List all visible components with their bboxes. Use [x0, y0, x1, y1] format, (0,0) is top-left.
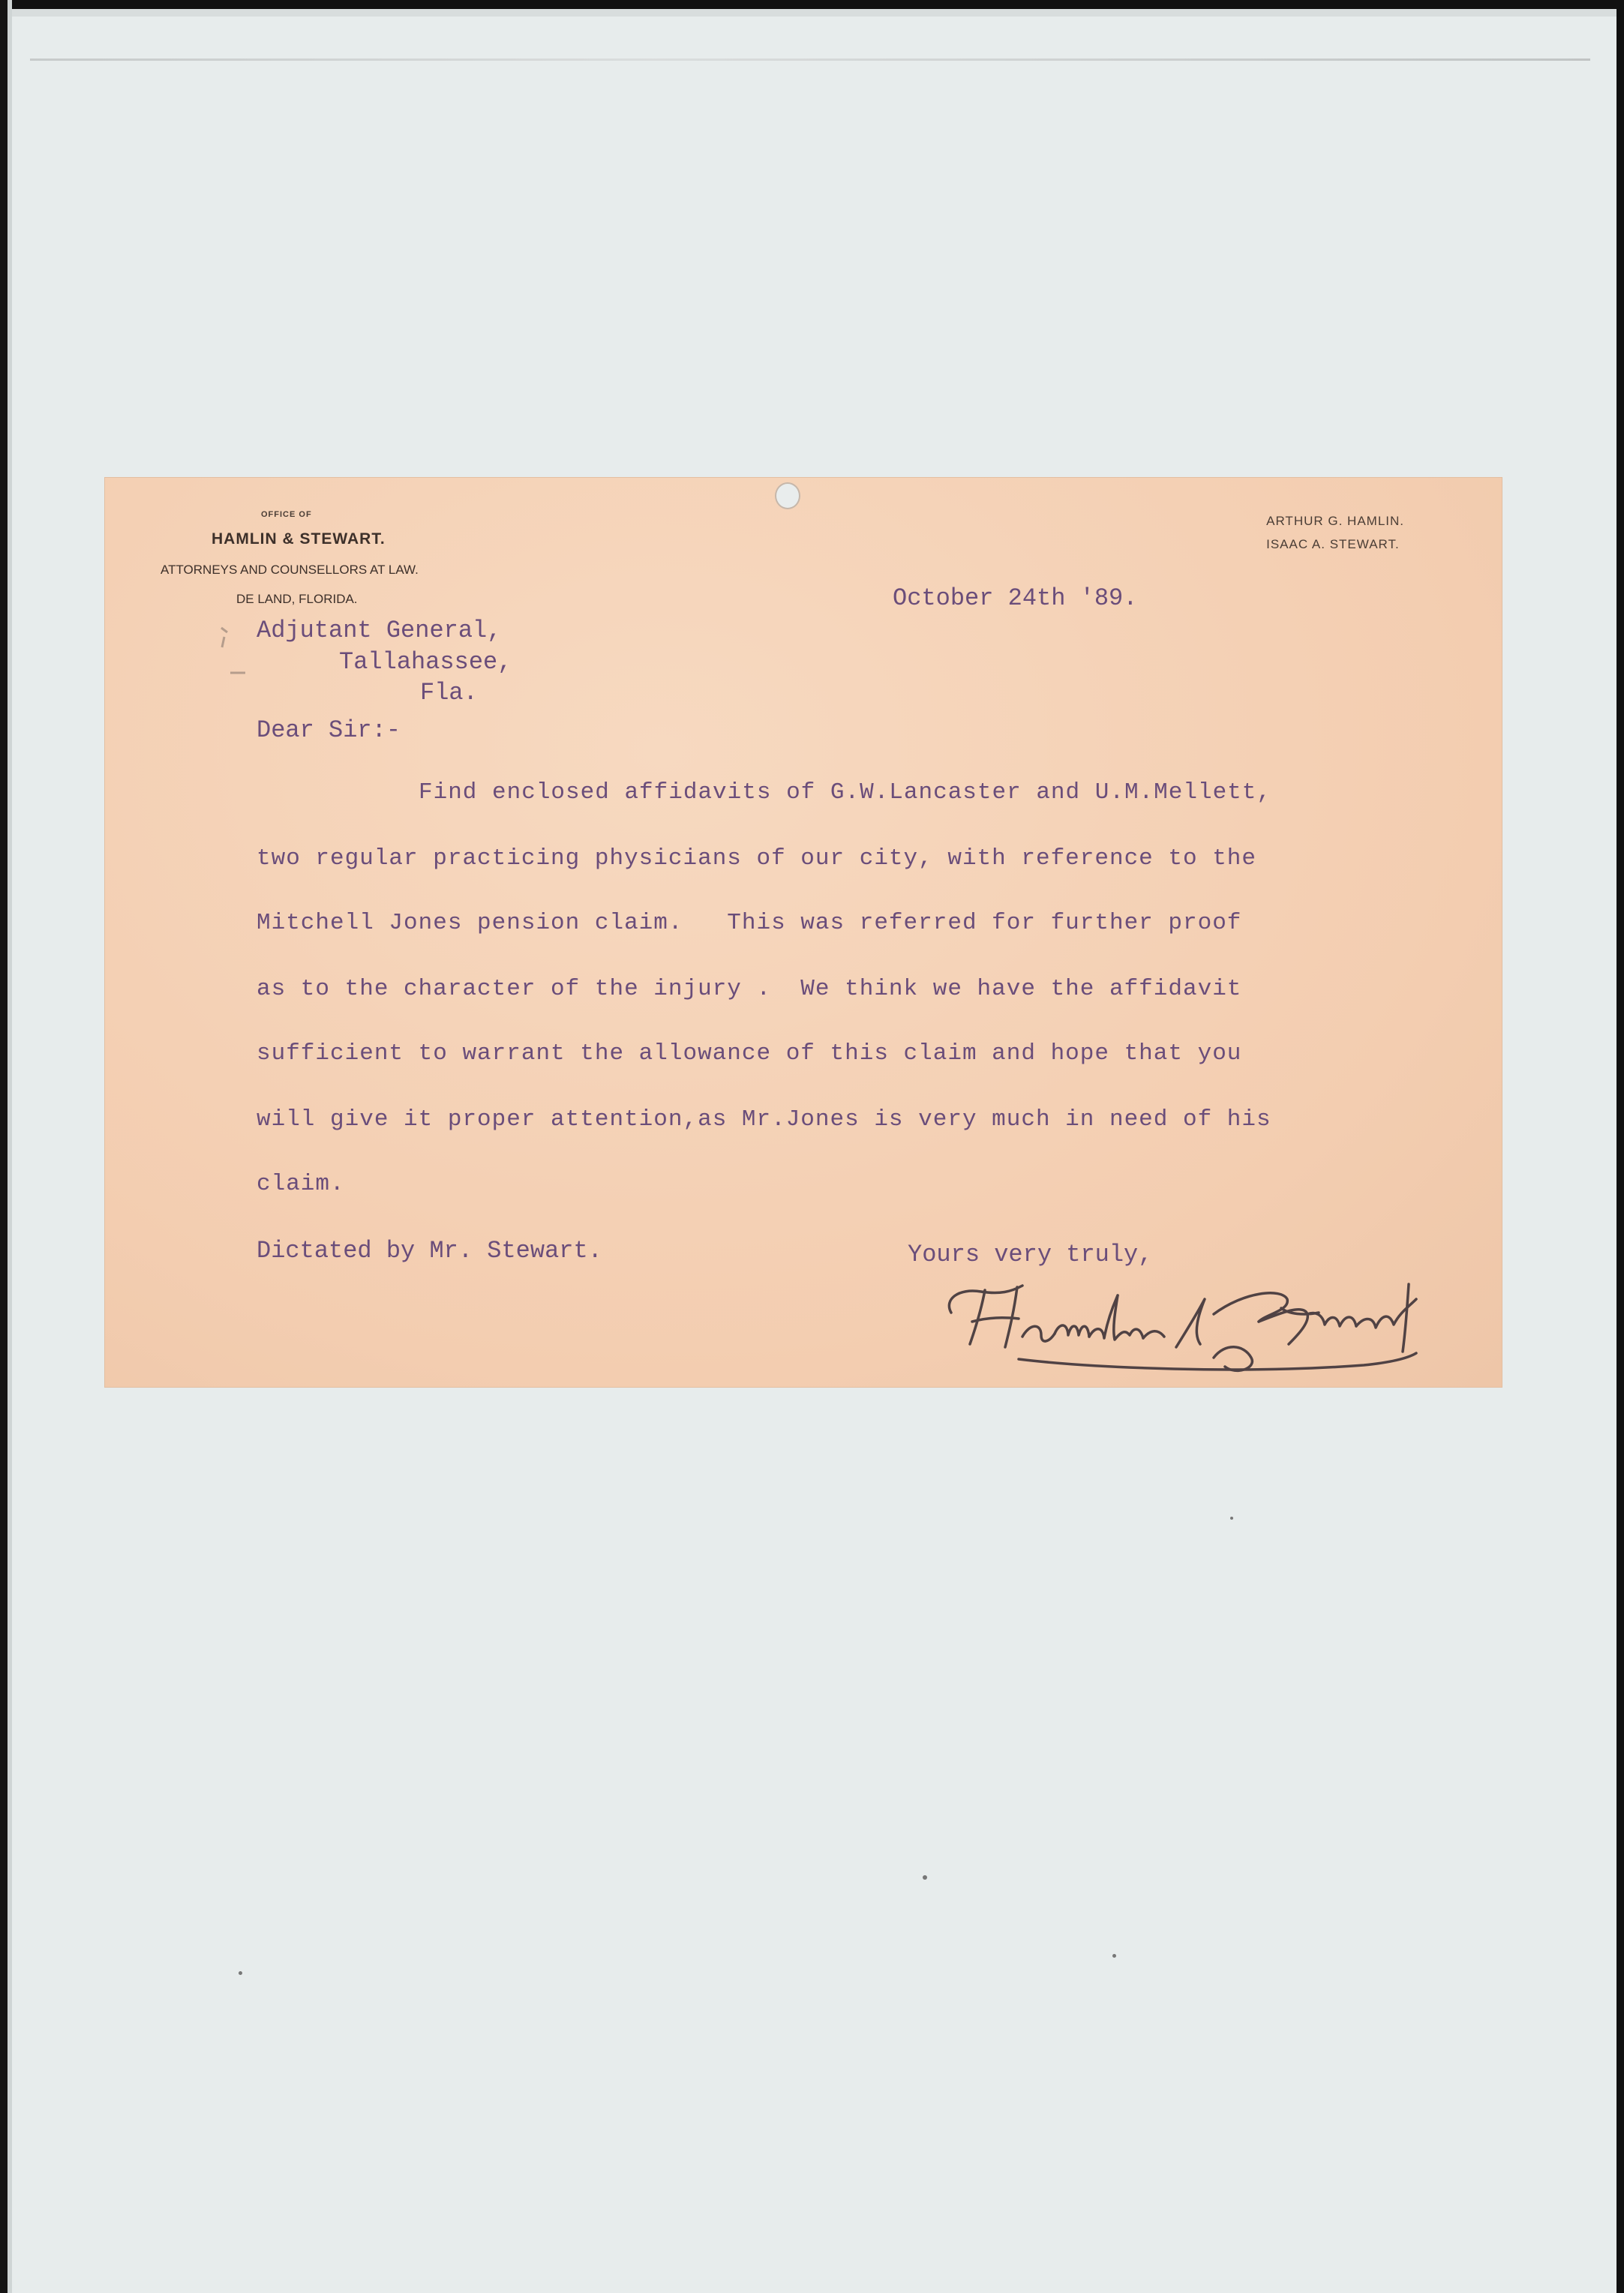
dictation-note: Dictated by Mr. Stewart. — [257, 1237, 602, 1265]
recipient-line: Fla. — [420, 679, 478, 707]
partner-name: ISAAC A. STEWART. — [1266, 537, 1400, 551]
punch-hole — [775, 482, 800, 509]
letterhead-office-label: OFFICE OF — [261, 510, 312, 519]
scan-rule-line — [30, 59, 1590, 61]
recipient-line: Tallahassee, — [339, 648, 512, 676]
letterhead-firm-name: HAMLIN & STEWART. — [212, 530, 386, 548]
body-line: Find enclosed affidavits of G.W.Lancaster and U.M.Mellett, — [419, 779, 1271, 806]
body-line: will give it proper attention,as Mr.Jones is very much in need of his — [257, 1106, 1271, 1133]
letterhead-subtitle: ATTORNEYS AND COUNSELLORS AT LAW. — [161, 563, 419, 577]
body-line: sufficient to warrant the allowance of this claim and hope that you — [257, 1040, 1242, 1067]
dust-speck — [923, 1875, 927, 1880]
letter-date: October 24th '89. — [893, 584, 1138, 612]
handwritten-signature — [929, 1269, 1469, 1382]
salutation: Dear Sir:- — [257, 716, 401, 744]
dust-speck — [1230, 1517, 1233, 1520]
scan-right-edge — [1616, 0, 1624, 2293]
complimentary-close: Yours very truly, — [908, 1241, 1153, 1268]
letter-sheet — [105, 478, 1502, 1387]
body-line: as to the character of the injury . We think we have the affidavit — [257, 976, 1242, 1002]
svg-text:Hamlin & Stewart: Hamlin & Stewart — [1394, 1340, 1401, 1341]
dust-speck — [239, 1971, 242, 1975]
scan-left-edge — [0, 0, 12, 2293]
scan-top-edge — [0, 0, 1624, 17]
partner-name: ARTHUR G. HAMLIN. — [1266, 514, 1404, 528]
body-line: two regular practicing physicians of our city, with reference to the — [257, 845, 1257, 872]
recipient-line: Adjutant General, — [257, 617, 502, 644]
pencil-mark-icon — [214, 620, 251, 688]
body-line: claim. — [257, 1171, 345, 1197]
letterhead-partners — [1266, 509, 1404, 556]
letterhead-city: DE LAND, FLORIDA. — [236, 592, 358, 606]
dust-speck — [1112, 1954, 1116, 1958]
body-line: Mitchell Jones pension claim. This was referred for further proof — [257, 910, 1242, 936]
